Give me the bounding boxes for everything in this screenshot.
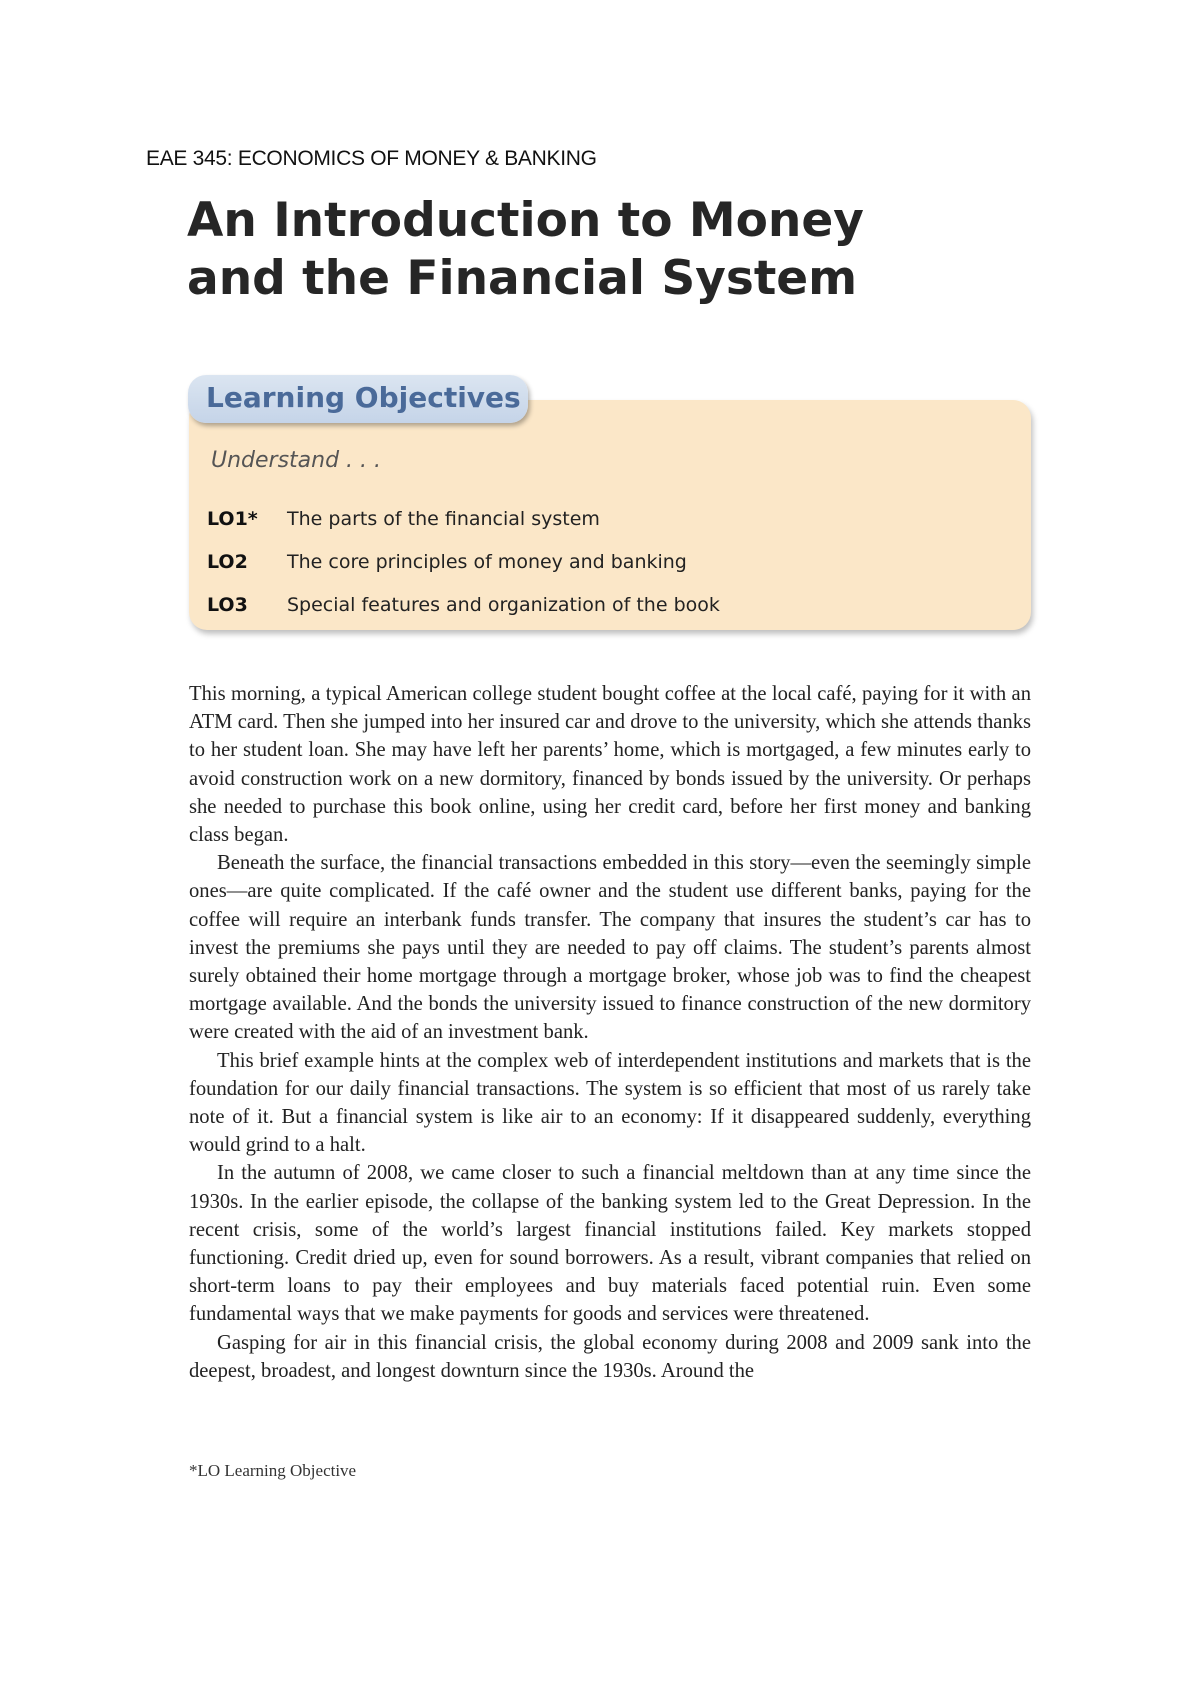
learning-objective-item [207, 540, 1007, 583]
learning-objectives-box [189, 400, 1031, 630]
learning-objective-item [207, 497, 1007, 540]
course-header: EAE 345: ECONOMICS OF MONEY & BANKING [146, 147, 597, 170]
body-text [189, 680, 1031, 1385]
learning-objective-code: LO3 [207, 593, 248, 616]
learning-objective-text: The core principles of money and banking [287, 550, 687, 573]
learning-objectives-heading: Learning Objectives [206, 381, 521, 414]
learning-objective-code: LO1* [207, 507, 258, 530]
chapter-title-line1: An Introduction to Money [187, 193, 864, 248]
paragraph: This morning, a typical American college student bought coffee at the local café, paying for it with an ATM card. Then she jumped into her insured car and drove to the university, which she attends thanks to her student loan. She may have left her parents’ home, which is mortgaged, a few minutes early to avoid construction work on a new dormitory, financed by bonds issued by the university. Or perhaps she needed to purchase this book online, using her credit card, before her first money and banking class began. [189, 683, 1031, 847]
learning-objective-text: The parts of the financial system [287, 507, 600, 530]
learning-objective-text: Special features and organization of the book [287, 593, 720, 616]
paragraph: Gasping for air in this financial crisis, the global economy during 2008 and 2009 sank into the deepest, broadest, and longest downturn since the 1930s. Around the [189, 1331, 1031, 1382]
learning-objectives-list [207, 497, 1007, 626]
paragraph: This brief example hints at the complex web of interdependent institutions and markets that is the foundation for our daily financial transactions. The system is so efficient that most of us rarely take note of it. But a financial system is like air to an economy: If it disappeared suddenly, everything would grind to a halt. [189, 1049, 1031, 1157]
learning-objective-item [207, 583, 1007, 626]
learning-objectives-intro: Understand . . . [211, 448, 382, 473]
learning-objectives-tab [188, 375, 528, 423]
paragraph: In the autumn of 2008, we came closer to such a financial meltdown than at any time since the 1930s. In the earlier episode, the collapse of the banking system led to the Great Depression. In the recent crisis, some of the world’s largest financial institutions failed. Key markets stopped functioning. Credit dried up, even for sound borrowers. As a result, vibrant companies that relied on short-term loans to pay their employees and buy materials faced potential ruin. Even some fundamental ways that we make payments for goods and services were threatened. [189, 1162, 1031, 1326]
chapter-title [187, 192, 1087, 308]
footnote: *LO Learning Objective [189, 1461, 357, 1480]
paragraph: Beneath the surface, the financial transactions embedded in this story—even the seemingly simple ones—are quite complicated. If the café owner and the student use different banks, paying for the coffee will require an interbank funds transfer. The company that insures the student’s car has to invest the premiums she pays until they are needed to pay off claims. The student’s parents almost surely obtained their home mortgage through a mortgage broker, whose job was to find the cheapest mortgage available. And the bonds the university issued to finance construction of the new dormitory were created with the aid of an investment bank. [189, 852, 1031, 1044]
learning-objective-code: LO2 [207, 550, 248, 573]
chapter-title-line2: and the Financial System [187, 251, 858, 306]
